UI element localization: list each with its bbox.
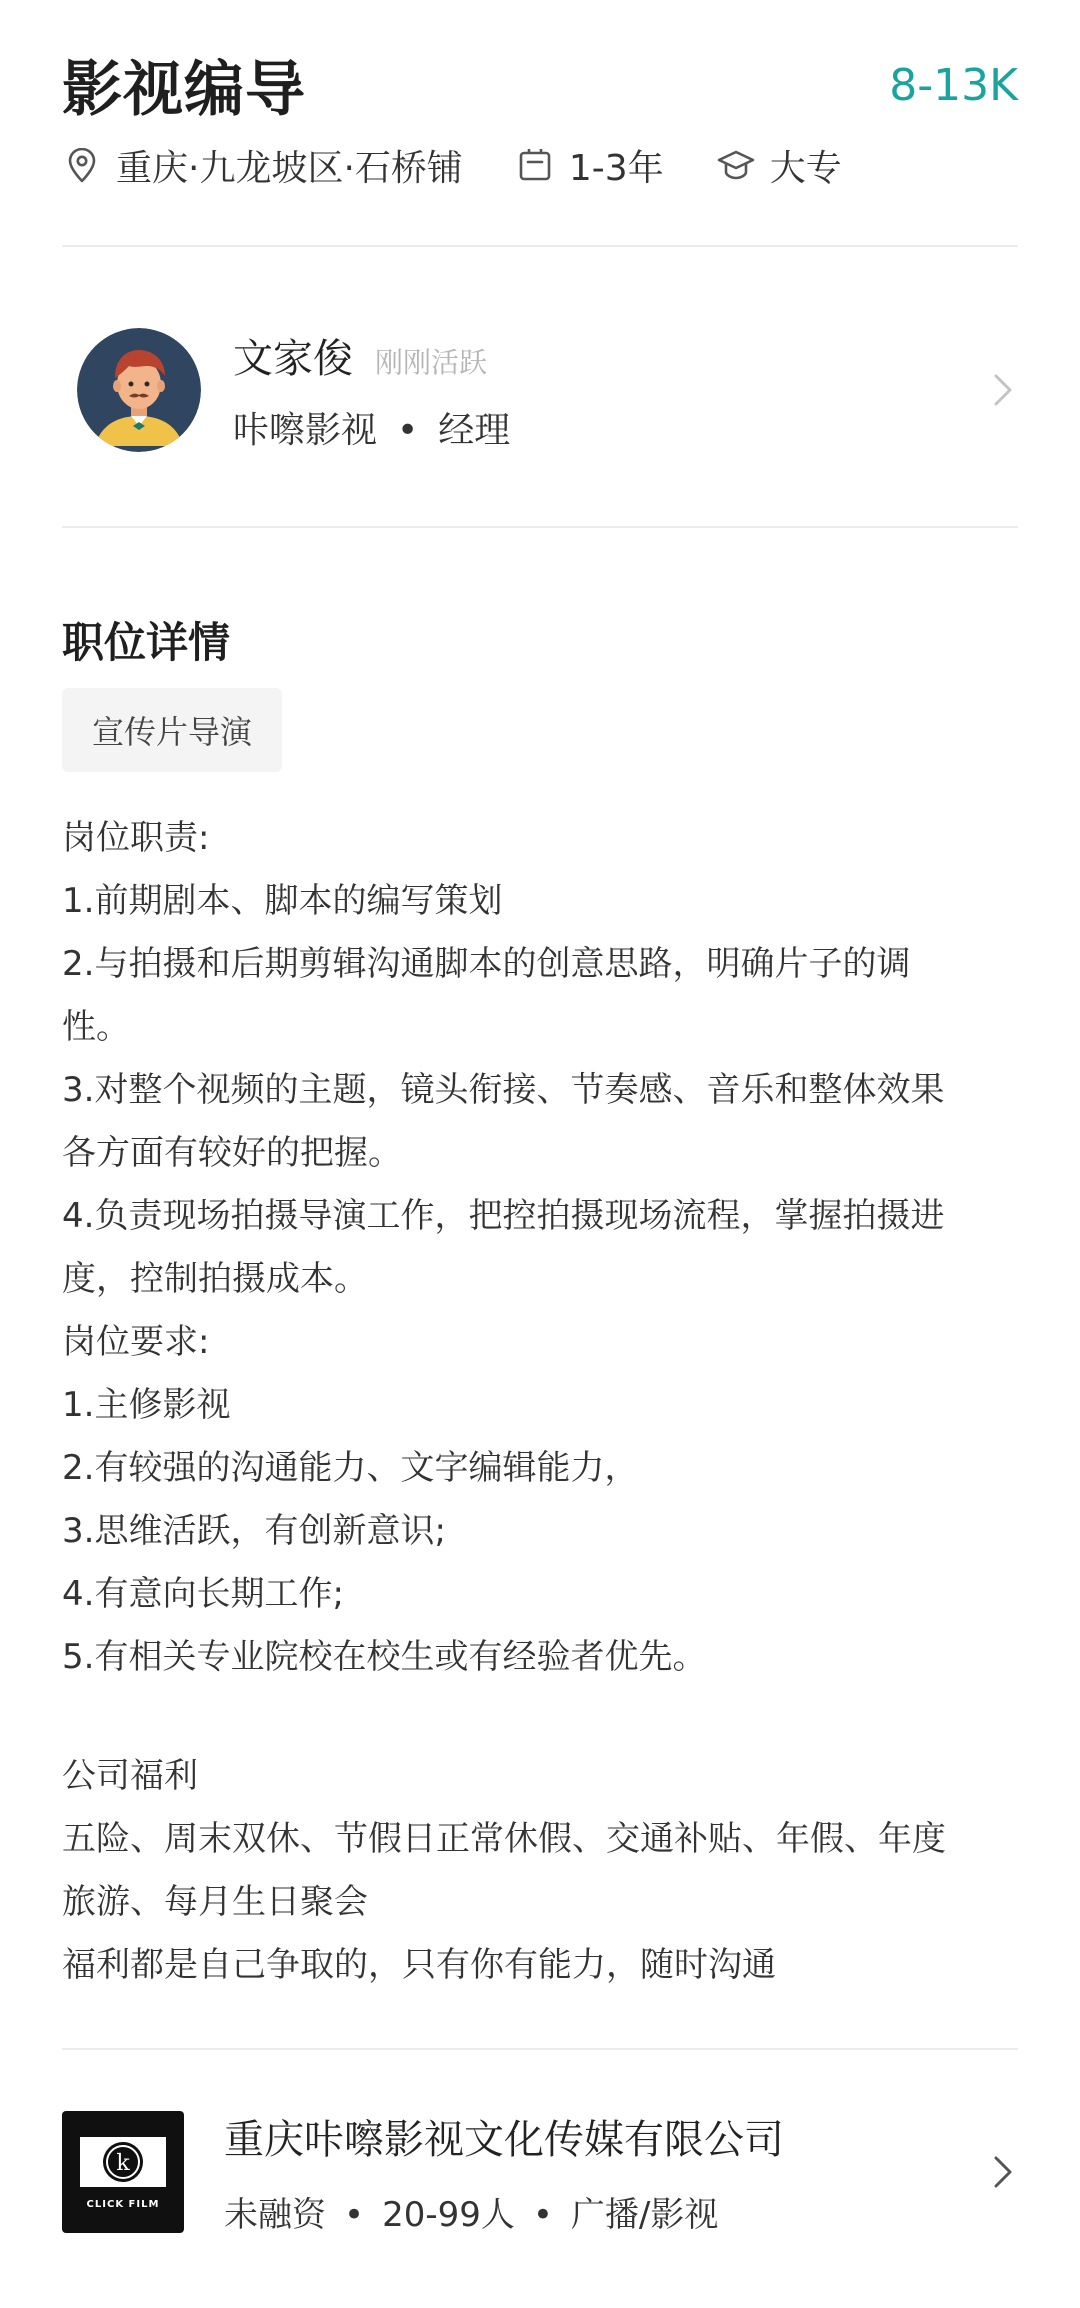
job-experience xyxy=(515,140,664,191)
company-name: 重庆咔嚓影视文化传媒有限公司 xyxy=(224,2117,784,2163)
recruiter-avatar-illustration xyxy=(77,328,201,452)
experience-text: 1-3年 xyxy=(568,147,664,189)
divider xyxy=(62,245,1018,247)
divider xyxy=(62,2048,1018,2050)
recruiter-card[interactable] xyxy=(62,320,1018,460)
chevron-right-icon[interactable] xyxy=(988,368,1018,412)
description-line: 性。 xyxy=(62,1007,130,1047)
company-funding: 未融资 xyxy=(224,2195,326,2235)
description-line: 3.思维活跃，有创新意识; xyxy=(62,1511,446,1551)
job-education xyxy=(716,140,842,191)
recruiter-info xyxy=(233,327,988,453)
description-line: 4.有意向长期工作; xyxy=(62,1574,344,1614)
company-size: 20-99人 xyxy=(382,2195,515,2235)
recruiter-company: 咔嚓影视 xyxy=(233,410,378,451)
description-line: 1.前期剧本、脚本的编写策划 xyxy=(62,881,503,921)
benefits-line: 五险、周末双休、节假日正常休假、交通补贴、年假、年度 xyxy=(62,1819,946,1859)
description-line: 2.有较强的沟通能力、文字编辑能力， xyxy=(62,1448,639,1488)
company-info xyxy=(224,2108,988,2236)
logo-text: CLICK FILM xyxy=(86,2199,160,2210)
location-pin-icon xyxy=(62,145,102,185)
description-line: 2.与拍摄和后期剪辑沟通脚本的创意思路，明确片子的调 xyxy=(62,944,911,984)
job-tag: 宣传片导演 xyxy=(62,688,282,772)
job-header xyxy=(62,40,1018,130)
recruiter-name: 文家俊 xyxy=(233,336,353,382)
separator-dot: • xyxy=(397,410,419,451)
job-meta xyxy=(62,130,1018,200)
separator-dot: • xyxy=(344,2195,365,2235)
logo-letter: k xyxy=(116,2151,130,2176)
benefits-title: 公司福利 xyxy=(62,1756,198,1796)
graduation-cap-icon xyxy=(716,145,756,185)
active-status: 刚刚活跃 xyxy=(375,346,488,379)
description-line: 度，控制拍摄成本。 xyxy=(62,1259,368,1299)
description-line: 3.对整个视频的主题，镜头衔接、节奏感、音乐和整体效果 xyxy=(62,1070,945,1110)
description-line: 5.有相关专业院校在校生或有经验者优先。 xyxy=(62,1637,707,1677)
briefcase-icon xyxy=(515,145,555,185)
job-title: 影视编导 xyxy=(62,55,306,125)
location-text: 重庆·九龙坡区·石桥铺 xyxy=(116,147,463,189)
salary-range: 8-13K xyxy=(889,59,1018,111)
description-line: 4.负责现场拍摄导演工作，把控拍摄现场流程，掌握拍摄进 xyxy=(62,1196,945,1236)
benefits-line: 旅游、每月生日聚会 xyxy=(62,1882,368,1922)
description-line: 各方面有较好的把握。 xyxy=(62,1133,402,1173)
chevron-right-icon[interactable] xyxy=(988,2150,1018,2194)
description-line: 岗位职责: xyxy=(62,818,210,858)
separator-dot: • xyxy=(532,2195,553,2235)
job-location xyxy=(62,140,463,191)
company-industry: 广播/影视 xyxy=(570,2195,719,2235)
benefits-line: 福利都是自己争取的，只有你有能力，随时沟通 xyxy=(62,1945,776,1985)
job-description xyxy=(62,807,1018,1997)
company-card[interactable] xyxy=(62,2110,1018,2234)
education-text: 大专 xyxy=(769,147,842,189)
recruiter-role: 经理 xyxy=(438,410,511,451)
section-title: 职位详情 xyxy=(62,618,231,667)
avatar xyxy=(77,328,201,452)
company-logo xyxy=(62,2111,184,2233)
description-line: 1.主修影视 xyxy=(62,1385,231,1425)
divider xyxy=(62,526,1018,528)
description-line: 岗位要求: xyxy=(62,1322,210,1362)
